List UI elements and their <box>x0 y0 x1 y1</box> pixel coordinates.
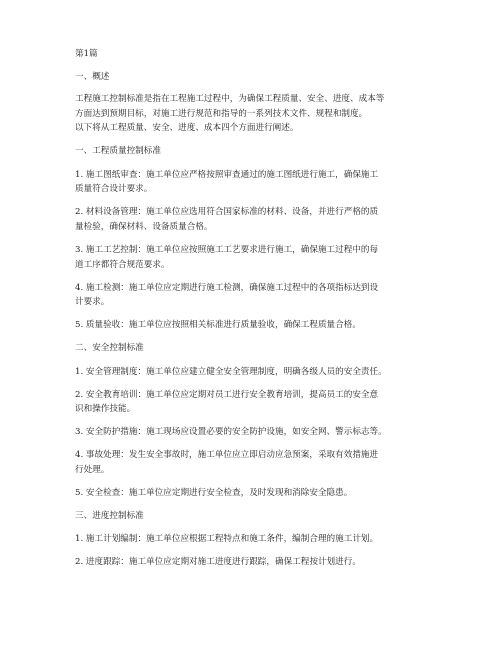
schedule-item-1: 1. 施工计划编制：施工单位应根据工程特点和施工条件，编制合理的施工计划。 <box>75 534 379 545</box>
overview-line: 工程施工控制标准是指在工程施工过程中，为确保工程质量、安全、进度、成本等 <box>75 94 385 105</box>
safety-heading: 二、安全控制标准 <box>75 343 144 354</box>
safety-item-3: 3. 安全防护措施：施工现场应设置必要的安全防护设施，如安全网、警示标志等。 <box>75 427 387 438</box>
overview-line: 以下将从工程质量、安全、进度、成本四个方面进行阐述。 <box>75 123 299 134</box>
overview-heading: 一、概述 <box>75 71 110 82</box>
quality-item-4: 4. 施工检测：施工单位应定期进行施工检测，确保施工过程中的各项指标达到设 计要求。 <box>75 282 379 308</box>
quality-item-3: 3. 施工工艺控制：施工单位应按照施工工艺要求进行施工，确保施工过程中的每 道工序都符合规范要求。 <box>75 244 379 270</box>
schedule-item-2: 2. 进度跟踪：施工单位应定期对施工进度进行跟踪，确保工程按计划进行。 <box>75 557 361 568</box>
schedule-heading: 三、进度控制标准 <box>75 511 144 522</box>
safety-item-5: 5. 安全检查：施工单位应定期进行安全检查，及时发现和消除安全隐患。 <box>75 488 353 499</box>
safety-item-4: 4. 事故处理：发生安全事故时，施工单位应立即启动应急预案，采取有效措施进 行处理。 <box>75 450 379 475</box>
document-page <box>75 47 435 570</box>
overview-paragraph <box>75 92 435 136</box>
quality-item-2: 2. 材料设备管理：施工单位应选用符合国家标准的材料、设备，并进行严格的质 量检验，确保材料、设备质量合格。 <box>75 207 379 232</box>
safety-item-1: 1. 安全管理制度：施工单位应建立健全安全管理制度，明确各级人员的安全责任。 <box>75 366 387 377</box>
overview-line: 方面达到预期目标，对施工进行规范和指导的一系列技术文件、规程和制度。 <box>75 108 368 119</box>
quality-heading: 一、工程质量控制标准 <box>75 146 161 157</box>
safety-item-2: 2. 安全教育培训：施工单位应定期对员工进行安全教育培训，提高员工的安全意 识和操作技能。 <box>75 389 379 415</box>
part-title: 第1篇 <box>75 49 98 59</box>
quality-item-5: 5. 质量验收：施工单位应按照相关标准进行质量验收，确保工程质量合格。 <box>75 320 361 331</box>
quality-item-1: 1. 施工图纸审查：施工单位应严格按照审查通过的施工图纸进行施工，确保施工 质量符合设计要求。 <box>75 169 379 195</box>
